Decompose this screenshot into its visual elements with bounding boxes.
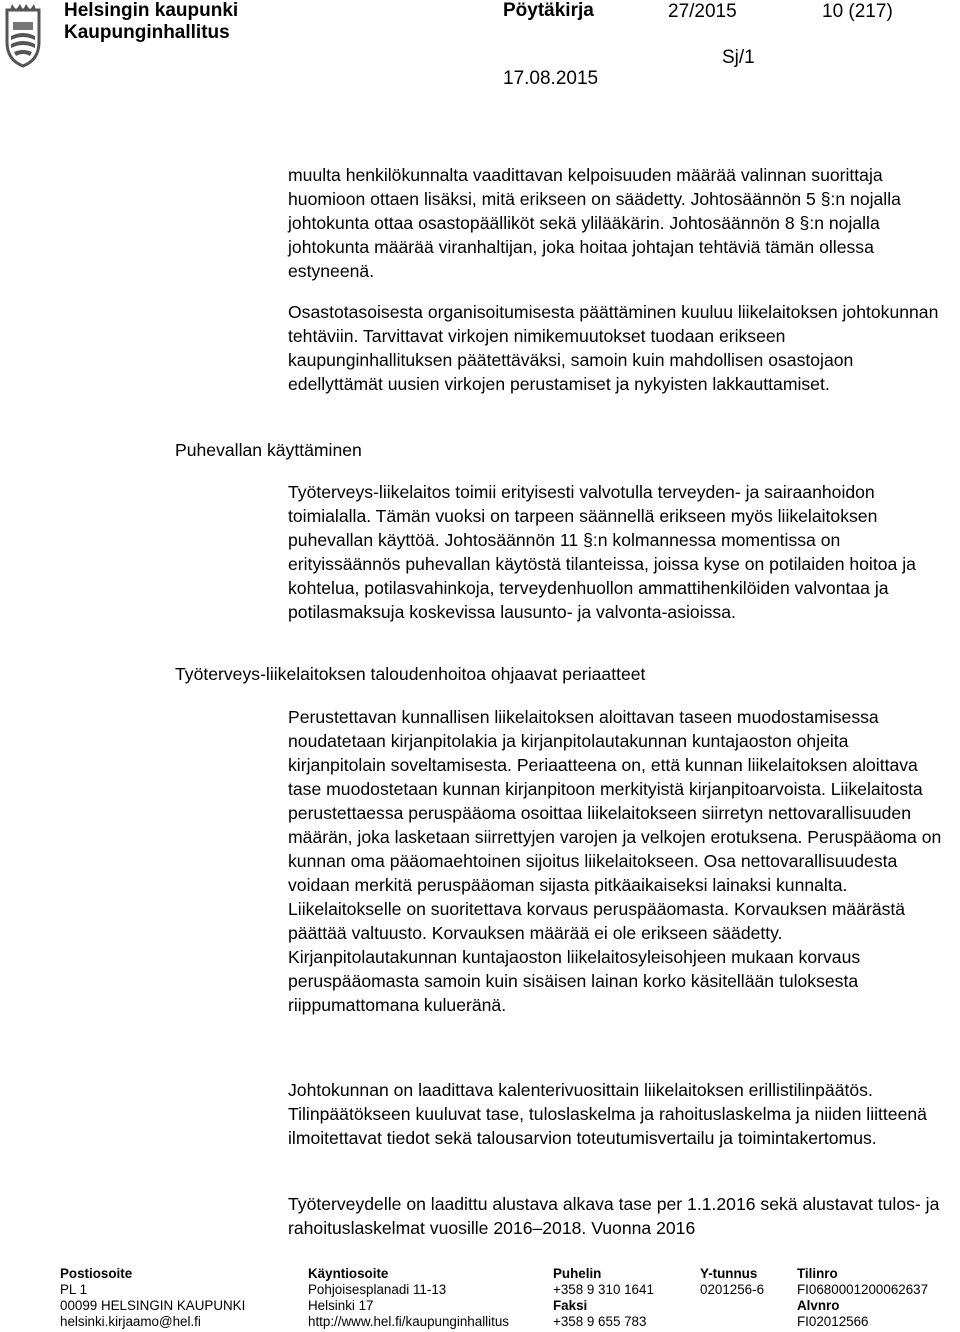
footer-label: Postiosoite: [60, 1266, 133, 1281]
footer-email: helsinki.kirjaamo@hel.fi: [60, 1314, 201, 1329]
section-heading: Työterveys-liikelaitoksen taloudenhoitoa ohjaavat periaatteet: [175, 664, 646, 684]
footer-label: Puhelin: [553, 1266, 602, 1281]
paragraph-2: Osastotasoisesta organisoitumisesta päättäminen kuuluu liikelaitoksen johtokunnan tehtäviin. Tarvittavat virkojen nimikemuutokset tuodaan erikseen kaupunginhallituksen päätettäväksi, samoin kuin mahdollisen osastojaon edellyttämät uusien virkojen perustamiset ja nykyisten lakkauttamiset.: [288, 302, 939, 394]
footer-value: +358 9 655 783: [553, 1314, 647, 1329]
side-heading-puhevalta: Puhevallan käyttäminen: [175, 440, 362, 460]
header-page: 10 (217): [822, 1, 893, 22]
footer-postiosoite: [60, 1266, 245, 1330]
footer-value: 0201256-6: [700, 1282, 765, 1297]
header-number: 27/2015: [668, 1, 737, 22]
footer-tilinro: [797, 1266, 928, 1330]
footer-value: Pohjoisesplanadi 11-13: [308, 1282, 447, 1297]
header-section: Sj/1: [722, 47, 755, 68]
paragraph-1: muulta henkilökunnalta vaadittavan kelpoisuuden määrää valinnan suorittaja huomioon ottaen lisäksi, mitä erikseen on säädetty. Johtosäännön 5 §:n nojalla johtokunta ottaa osastopäälliköt sekä ylilääkärin. Johtosäännön 8 §:n nojalla johtokunta määrää viranhaltijan, joka hoitaa johtajan tehtäviä tämän ollessa estyneenä.: [288, 165, 901, 281]
footer-value: +358 9 310 1641: [553, 1282, 654, 1297]
header-body: Kaupunginhallitus: [64, 22, 230, 43]
footer-kayntiosoite: [308, 1266, 509, 1330]
footer-puhelin: [553, 1266, 654, 1330]
footer-value: PL 1: [60, 1282, 88, 1297]
footer-ytunnus: [700, 1266, 764, 1298]
footer-value: FI0680001200062637: [797, 1282, 929, 1297]
helsinki-crest-logo: [2, 2, 44, 68]
footer-label: Alvnro: [797, 1298, 840, 1313]
footer-label: Tilinro: [797, 1266, 838, 1281]
paragraph-3: Työterveys-liikelaitos toimii erityisesti valvotulla terveyden- ja sairaanhoidon toimialalla. Tämän vuoksi on tarpeen säännellä erikseen myös liikelaitoksen puhevallan käyttöä. Johtosäännön 11 §:n kolmannessa momentissa on erityissäännös puhevallan käytöstä tilanteissa, joissa kyse on potilaiden hoitoa ja kohtelua, potilasvahinkoja, terveydenhuollon ammattihenkilöiden valvontaa ja potilasmaksuja koskevissa lausunto- ja valvonta-asioissa.: [288, 482, 916, 622]
footer-label: Faksi: [553, 1298, 588, 1313]
footer-value: Helsinki 17: [308, 1298, 374, 1313]
paragraph-4: Perustettavan kunnallisen liikelaitoksen aloittavan taseen muodostamisessa noudatetaan kirjanpitolakia ja kirjanpitolautakunnan kuntajaoston ohjeita kirjanpitolain soveltamisesta. Periaatteena on, että kunnan liikelaitoksen aloittava tase muodostetaan kunnan kirjanpitoon merkityistä kirjanpitoarvoista. Liikelaitosta perustettaessa peruspääoma osoittaa liikelaitokseen siirretyn nettovarallisuuden määrän, joka lasketaan siirrettyjen varojen ja velkojen erotuksena. Peruspääoma on kunnan oma pääomaehtoinen sijoitus liikelaitokseen. Osa nettovarallisuudesta voidaan merkitä peruspääoman sijasta pitkäaikaiseksi lainaksi kunnalta. Liikelaitokselle on suoritettava korvaus peruspääomasta. Korvauksen määrästä päättää valtuusto. Korvauksen määrää ei ole erikseen säädetty. Kirjanpitolautakunnan kuntajaoston liikelaitosyleisohjeen mukaan korvaus peruspääomasta samoin kuin sisäisen lainan korko käsitellään tuloksesta riippumattomana kulueränä.: [288, 707, 942, 1015]
footer-label: Y-tunnus: [700, 1266, 758, 1281]
header-doc-type: Pöytäkirja: [503, 0, 594, 21]
header-city: Helsingin kaupunki: [64, 0, 239, 21]
footer-label: Käyntiosoite: [308, 1266, 389, 1281]
footer-value: 00099 HELSINGIN KAUPUNKI: [60, 1298, 246, 1313]
header-date: 17.08.2015: [503, 68, 599, 89]
footer-value: FI02012566: [797, 1314, 869, 1329]
paragraph-5: Johtokunnan on laadittava kalenterivuosittain liikelaitoksen erillistilinpäätös. Tilinpäätökseen kuuluvat tase, tuloslaskelma ja rahoituslaskelma ja niiden liitteenä ilmoitettavat tiedot sekä talousarvion toteutumisvertailu ja toimintakertomus.: [288, 1080, 927, 1148]
footer-url: http://www.hel.fi/kaupunginhallitus: [308, 1314, 509, 1329]
paragraph-6: Työterveydelle on laadittu alustava alkava tase per 1.1.2016 sekä alustavat tulos- ja rahoituslaskelmat vuosille 2016–2018. Vuonna 2016: [288, 1194, 940, 1238]
